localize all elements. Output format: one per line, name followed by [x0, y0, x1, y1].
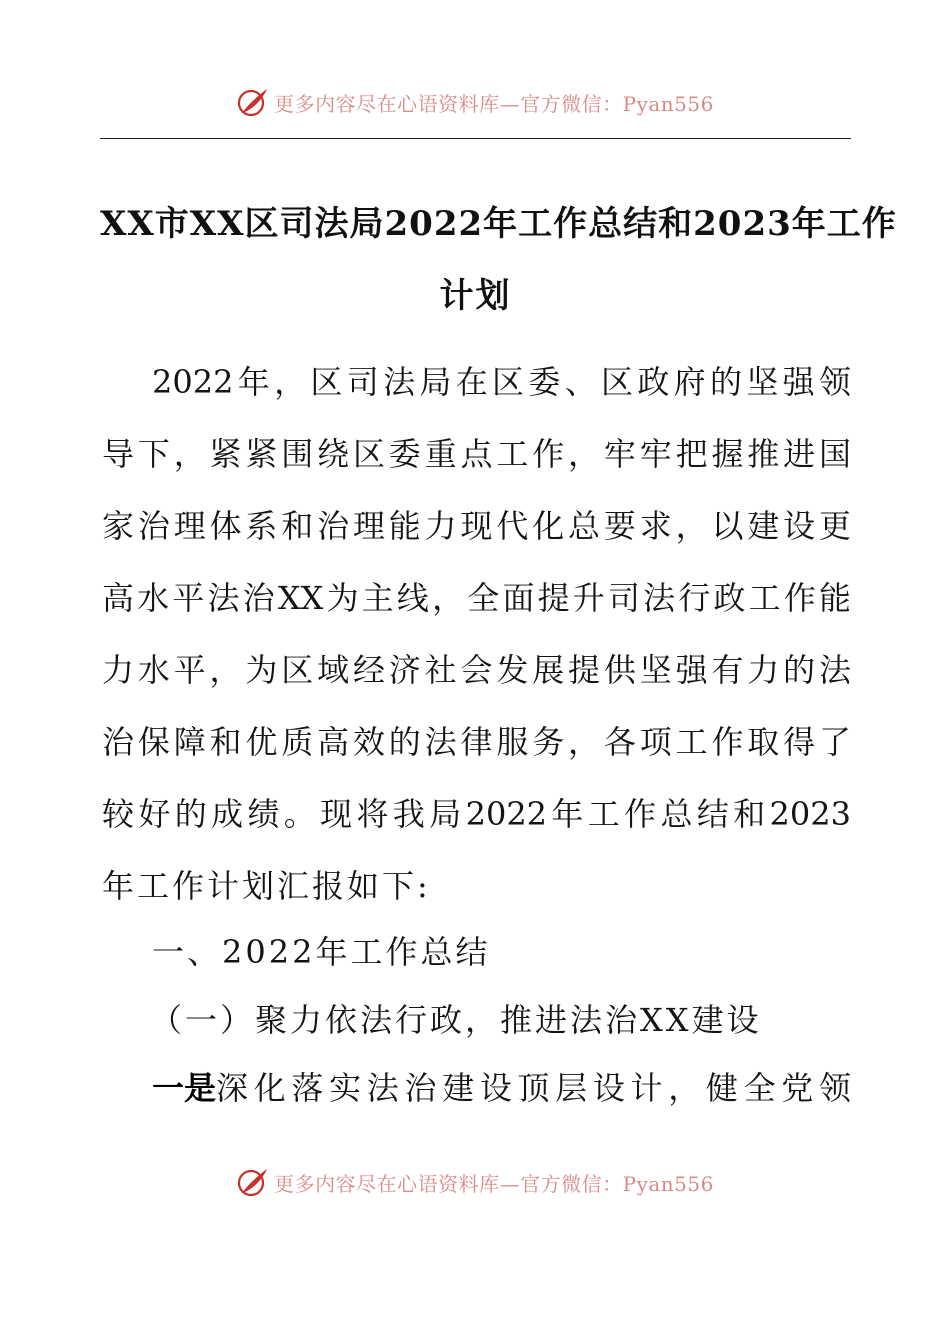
document-title-line1: XX市XX区司法局2022年工作总结和2023年工作 — [100, 204, 897, 244]
document-title-line2: 计划 — [439, 276, 512, 316]
section-heading: 一、2022年工作总结 — [152, 933, 491, 971]
watermark-text: 更多内容尽在心语资料库—官方微信：Pyan556 — [274, 91, 714, 116]
item-line — [152, 1068, 851, 1108]
paragraph-line: 治保障和优质高效的法律服务，各项工作取得了 — [102, 723, 851, 761]
paragraph-line: 2022年，区司法局在区委、区政府的坚强领 — [152, 363, 851, 401]
paragraph-line: 高水平法治XX为主线，全面提升司法行政工作能 — [102, 579, 851, 617]
paragraph-line: 导下，紧紧围绕区委重点工作，牢牢把握推进国 — [102, 435, 851, 473]
item-text: 深化落实法治建设顶层设计，健全党领 — [216, 1069, 851, 1107]
paragraph-line: 力水平，为区域经济社会发展提供坚强有力的法 — [102, 651, 851, 689]
header-divider — [100, 138, 851, 139]
item-lead: 一是 — [152, 1069, 217, 1107]
watermark-footer — [0, 1162, 950, 1202]
watermark-text: 更多内容尽在心语资料库—官方微信：Pyan556 — [274, 1171, 714, 1196]
paragraph-line: 家治理体系和治理能力现代化总要求，以建设更 — [102, 507, 851, 545]
quill-logo-icon — [236, 1165, 270, 1199]
watermark-header — [0, 82, 950, 122]
paragraph-line: 较好的成绩。现将我局2022年工作总结和2023 — [102, 795, 851, 833]
quill-logo-icon — [236, 85, 270, 119]
paragraph-line: 年工作计划汇报如下: — [102, 867, 431, 905]
subsection-heading: （一）聚力依法行政，推进法治XX建设 — [150, 1001, 762, 1039]
